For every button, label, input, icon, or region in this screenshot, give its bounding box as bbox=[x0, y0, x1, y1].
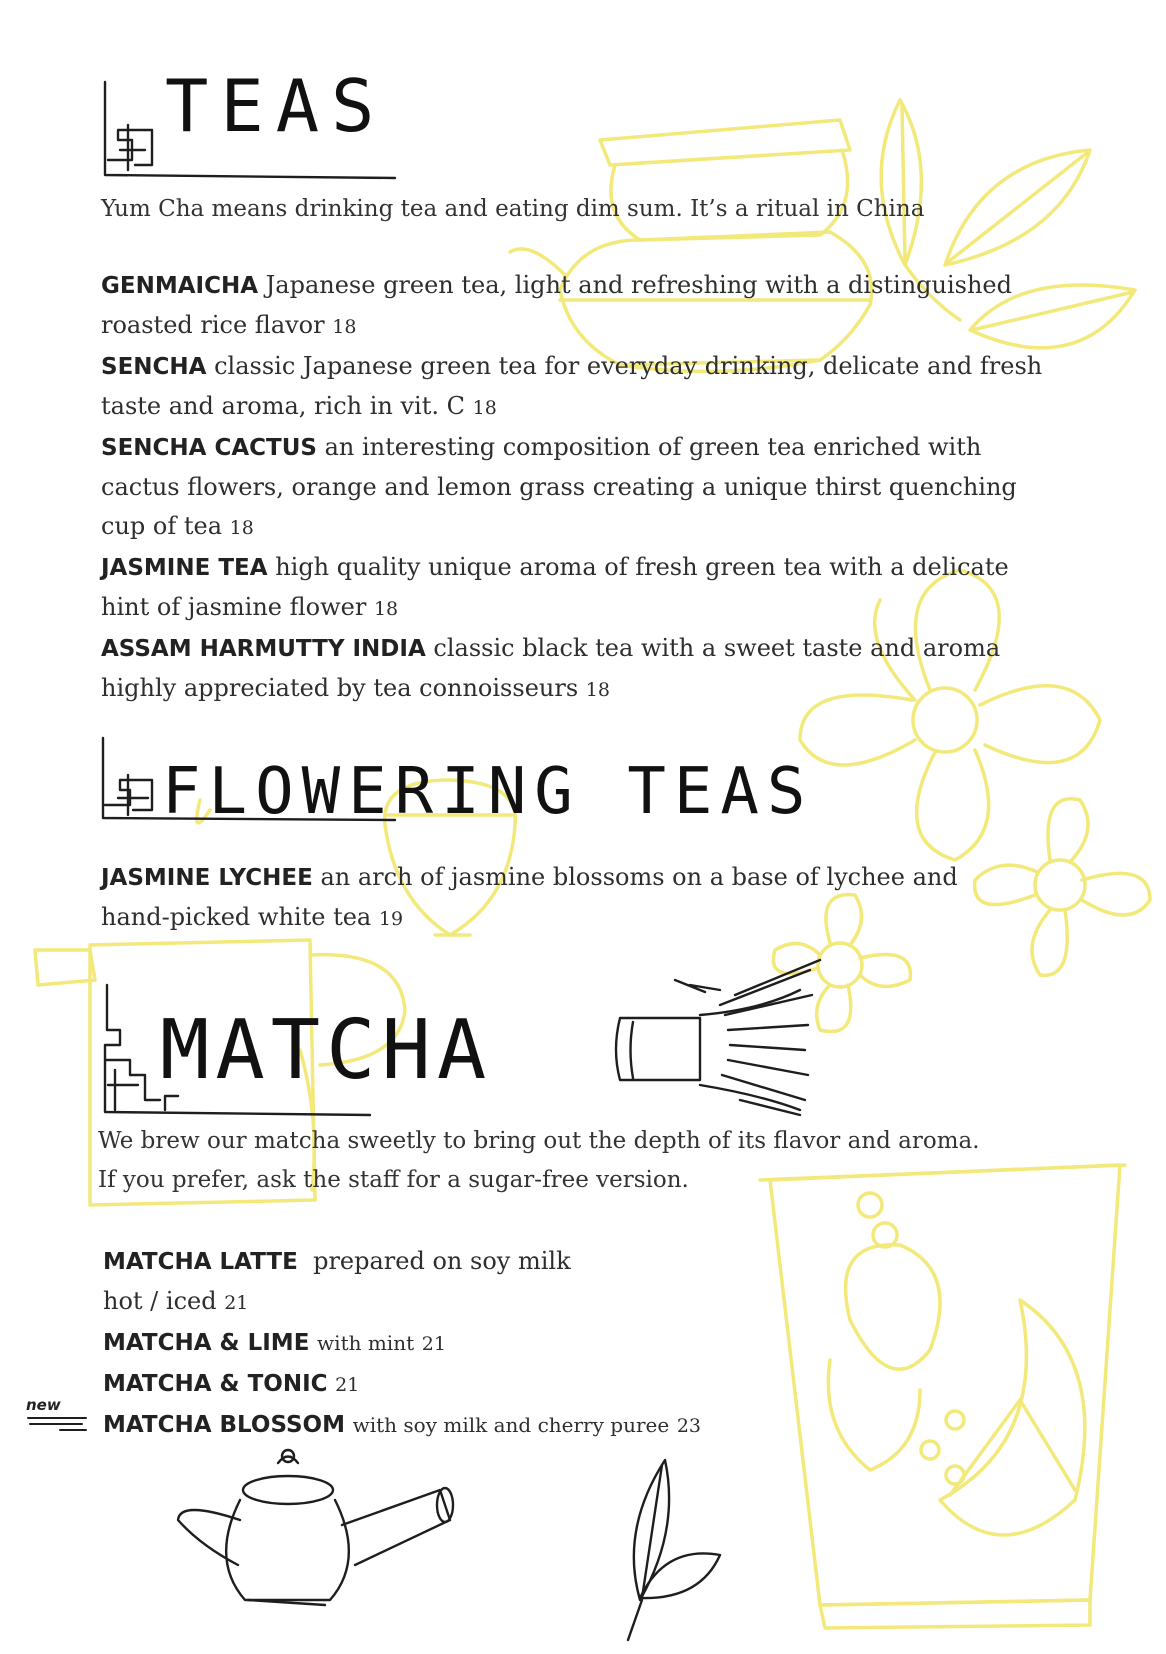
menu-item bbox=[103, 1323, 823, 1364]
item-description: with soy milk and cherry puree bbox=[352, 1413, 670, 1437]
item-name: GENMAICHA bbox=[101, 273, 259, 299]
leaves-icon bbox=[628, 1460, 720, 1640]
item-description: classic black tea with a sweet taste and aroma highly appreciated by tea connoisseurs bbox=[101, 634, 1001, 702]
menu-item bbox=[101, 428, 1061, 548]
item-description: with mint bbox=[317, 1331, 415, 1355]
menu-item bbox=[101, 347, 1061, 428]
teas-heading: TEAS bbox=[165, 64, 387, 148]
item-price: 21 bbox=[224, 1292, 249, 1314]
menu-item bbox=[101, 629, 1061, 710]
menu-item bbox=[103, 1405, 823, 1446]
item-price: 21 bbox=[335, 1374, 360, 1396]
item-description: Japanese green tea, light and refreshing with a distinguished roasted rice flavor bbox=[101, 271, 1012, 339]
teas-intro: Yum Cha means drinking tea and eating dim sum. It’s a ritual in China bbox=[101, 196, 925, 222]
item-price: 19 bbox=[378, 908, 404, 930]
item-name: SENCHA bbox=[101, 354, 207, 380]
menu-item-extra bbox=[103, 1282, 823, 1323]
item-price: 18 bbox=[373, 598, 399, 620]
matcha-intro-line-2: If you prefer, ask the staff for a sugar-free version. bbox=[98, 1167, 689, 1193]
item-name: MATCHA LATTE bbox=[103, 1249, 298, 1275]
item-price: 18 bbox=[585, 679, 610, 701]
item-price: 23 bbox=[676, 1415, 702, 1437]
teapot-icon bbox=[178, 1450, 453, 1605]
new-badge-underline-icon bbox=[28, 1418, 86, 1430]
new-badge: new bbox=[26, 1396, 61, 1414]
item-name: MATCHA BLOSSOM bbox=[103, 1412, 345, 1438]
menu-item bbox=[101, 548, 1061, 629]
item-description: an arch of jasmine blossoms on a base of lychee and hand-picked white tea bbox=[101, 863, 958, 931]
item-description: an interesting composition of green tea enriched with cactus flowers, orange and lemon grass creating a unique thirst quenching cup of tea bbox=[101, 433, 1017, 540]
flowering-teas-heading: FLOWERING TEAS bbox=[162, 755, 814, 829]
matcha-list bbox=[103, 1242, 823, 1446]
matcha-intro-line-1: We brew our matcha sweetly to bring out the depth of its flavor and aroma. bbox=[98, 1128, 980, 1154]
item-name: JASMINE TEA bbox=[101, 555, 268, 581]
item-serving: hot / iced bbox=[103, 1287, 217, 1315]
menu-item bbox=[101, 266, 1061, 347]
matcha-whisk-icon bbox=[616, 960, 820, 1115]
item-price: 18 bbox=[332, 316, 357, 338]
item-price: 18 bbox=[229, 517, 254, 539]
item-price: 21 bbox=[421, 1333, 446, 1355]
menu-item bbox=[103, 1242, 823, 1282]
matcha-heading: MATCHA bbox=[160, 1003, 493, 1098]
teas-list bbox=[101, 266, 1061, 710]
menu-item bbox=[101, 858, 1001, 939]
flowering-teas-list bbox=[101, 858, 1001, 939]
item-name: MATCHA & LIME bbox=[103, 1330, 310, 1356]
item-description: classic Japanese green tea for everyday drinking, delicate and fresh taste and aroma, rich in vit. C bbox=[101, 352, 1043, 420]
item-name: SENCHA CACTUS bbox=[101, 435, 317, 461]
item-description: prepared on soy milk bbox=[313, 1247, 571, 1275]
menu-item bbox=[103, 1364, 823, 1405]
item-name: MATCHA & TONIC bbox=[103, 1371, 328, 1397]
item-price: 18 bbox=[472, 397, 497, 419]
item-name: JASMINE LYCHEE bbox=[101, 865, 313, 891]
item-name: ASSAM HARMUTTY INDIA bbox=[101, 636, 426, 662]
item-description: high quality unique aroma of fresh green tea with a delicate hint of jasmine flower bbox=[101, 553, 1009, 621]
